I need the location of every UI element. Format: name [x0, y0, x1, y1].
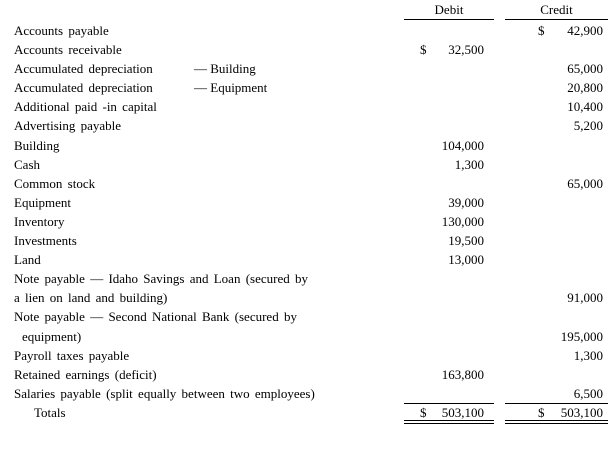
credit-value: 10,400 [567, 99, 603, 115]
account-label: Common stock [14, 175, 96, 191]
debit-value: 32,500 [448, 42, 484, 58]
debit-value: 39,000 [448, 194, 484, 210]
debit-header-underline [404, 19, 494, 20]
account-row [0, 174, 614, 193]
debit-total-rule [404, 403, 494, 404]
credit-value: 5,200 [573, 118, 603, 134]
account-row [0, 136, 614, 155]
debit-value: 104,000 [441, 137, 484, 153]
account-row [0, 78, 614, 97]
debit-value: 1,300 [454, 156, 484, 172]
account-label: Accounts receivable [14, 42, 122, 58]
credit-double-underline [505, 420, 608, 424]
account-label: Building [14, 137, 60, 153]
account-label: Equipment [14, 194, 72, 210]
account-label-sub: — Building [194, 61, 256, 77]
credit-value: 6,500 [573, 385, 603, 401]
debit-currency: $ [420, 42, 427, 58]
credit-value: 91,000 [567, 290, 603, 306]
account-row [0, 116, 614, 135]
debit-column-header: Debit [434, 2, 464, 17]
account-label-main: Accumulated depreciation [14, 80, 153, 96]
account-row [0, 193, 614, 212]
account-label: Advertising payable [14, 118, 122, 134]
debit-total-currency: $ [420, 404, 427, 420]
credit-value: 65,000 [567, 61, 603, 77]
account-row [0, 269, 614, 288]
credit-value: 195,000 [560, 328, 603, 344]
account-label: Payroll taxes payable [14, 347, 130, 363]
account-label: Note payable — Idaho Savings and Loan (secured by [14, 271, 308, 287]
credit-total-value: 503,100 [560, 404, 603, 420]
account-label: Accounts payable [14, 23, 109, 38]
account-label: Note payable — Second National Bank (secured by [14, 309, 297, 325]
account-label: Retained earnings (deficit) [14, 366, 157, 382]
credit-value: 1,300 [573, 347, 603, 363]
account-row [0, 384, 614, 403]
credit-total-currency: $ [538, 404, 545, 420]
account-label-main: Accumulated depreciation [14, 61, 153, 77]
account-label: Salaries payable (split equally between two employees) [14, 385, 315, 401]
account-row [0, 97, 614, 116]
account-label: Cash [14, 156, 40, 172]
account-row [0, 212, 614, 231]
credit-header-underline [505, 19, 608, 20]
account-row [0, 307, 614, 326]
account-label: a lien on land and building) [14, 290, 168, 306]
account-label-sub: — Equipment [194, 80, 268, 96]
account-row [0, 21, 614, 40]
account-rows [0, 21, 614, 422]
credit-value: 20,800 [567, 80, 603, 96]
account-label: equipment) [22, 328, 82, 344]
debit-double-underline [404, 420, 494, 424]
debit-value: 163,800 [441, 366, 484, 382]
credit-column-header: Credit [540, 2, 573, 17]
credit-value: 65,000 [567, 175, 603, 191]
account-label [14, 78, 268, 97]
account-row [0, 365, 614, 384]
account-label: Additional paid -in capital [14, 99, 157, 115]
debit-total-value: 503,100 [441, 404, 484, 420]
account-row [0, 59, 614, 78]
column-header-row [0, 2, 614, 20]
account-row [0, 155, 614, 174]
account-label [14, 59, 256, 78]
debit-value: 19,500 [448, 233, 484, 249]
totals-label: Totals [34, 404, 66, 420]
account-row [0, 346, 614, 365]
account-row [0, 327, 614, 346]
account-row [0, 40, 614, 59]
credit-currency: $ [538, 23, 545, 38]
account-label: Investments [14, 233, 77, 249]
account-row [0, 288, 614, 307]
account-label: Land [14, 252, 41, 268]
credit-value: 42,900 [567, 23, 603, 38]
account-row [0, 231, 614, 250]
credit-total-rule [505, 403, 608, 404]
account-label: Inventory [14, 213, 65, 229]
debit-value: 13,000 [448, 252, 484, 268]
account-row [0, 250, 614, 269]
debit-value: 130,000 [441, 213, 484, 229]
